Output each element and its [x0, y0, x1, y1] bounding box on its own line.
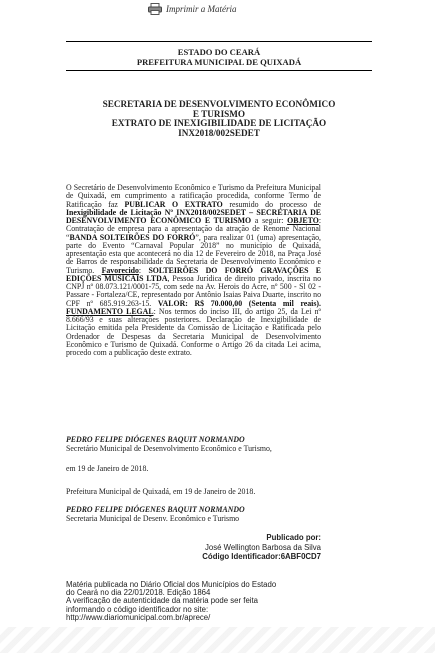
extract-body: [66, 184, 321, 357]
document-title: [63, 100, 375, 138]
signature-block-1: [66, 436, 272, 453]
identifier-code-label: Código Identificador:: [202, 552, 281, 562]
signature-block-2: [66, 506, 245, 523]
header-prefecture: PREFEITURA MUNICIPAL DE QUIXADÁ: [136, 57, 302, 67]
body-text-8: : Nos termos do inciso III, do artigo 25, da Lei nº 8.666/93 e suas alterações posteriores. Declaração de Inexigibilidade de Licitação emitida pela Presidente da Comissão de Licitação e Ratificada pelo Ordenador de Despesas da Secretaria Municipal de Desenvolvimento Econômico e Turismo de Quixadá. Conforme o Artigo 26 da citada Lei acima, procedo com a publicação deste extrato.: [66, 306, 321, 357]
signer-name-1: PEDRO FELIPE DIÓGENES BAQUIT NORMANDO: [66, 435, 245, 444]
body-text-3: a seguir:: [251, 216, 288, 225]
publication-footer: [66, 581, 336, 622]
footer-line-1: Matéria publicada no Diário Oficial dos Municípios do Estado: [66, 580, 277, 589]
date-line-2: Prefeitura Municipal de Quixadá, em 19 de Janeiro de 2018.: [66, 487, 256, 496]
bottom-hatch-decoration: [0, 627, 435, 653]
publish-extract-bold: PUBLICAR O EXTRATO: [124, 199, 223, 209]
print-article-link[interactable]: [148, 1, 237, 17]
footer-line-3: A verificação de autenticidade da matéria pode ser feita: [66, 596, 259, 606]
footer-line-2: do Ceará no dia 22/01/2018. Edição 1864: [66, 588, 211, 598]
favorecido-label: Favorecido: [101, 265, 139, 275]
inexigibility-process-bold: Inexigibilidade de Licitação Nº INX2018/002SEDET – SECRETARIA DE DESENVOLVIMENTO ECONÔMICO E TURISMO: [66, 207, 321, 225]
title-line-1: SECRETARIA DE DESENVOLVIMENTO ECONÔMICO: [102, 99, 336, 109]
header-state: ESTADO DO CEARÁ: [177, 47, 261, 57]
objeto-label: OBJETO: [287, 216, 319, 225]
document-header: [66, 41, 372, 71]
date-line-1: em 19 de Janeiro de 2018.: [66, 464, 149, 473]
body-text-4: : Contratação de empresa para a apresentação da atração de Renome Nacional “: [66, 216, 322, 242]
title-line-3: EXTRATO DE INEXIGIBILIDADE DE LICITAÇÃO: [111, 118, 327, 129]
identifier-code-value: 6ABF0CD7: [280, 552, 321, 562]
band-name: BANDA SOLTEIRÕES DO FORRÓ: [69, 232, 196, 242]
footer-line-4: informando o código identificador no site:: [66, 604, 209, 614]
body-text-6: :: [138, 265, 149, 275]
signer-role-1: Secretário Municipal de Desenvolvimento Econômico e Turismo,: [66, 443, 272, 453]
value-label: VALOR: R$ 70.000,00 (Setenta mil reais).: [157, 298, 321, 308]
body-text-5: ”, para realizar 01 (uma) apresentação, parte do Evento “Carnaval Popular 2018” no município de Quixadá, apresentação esta que acontecerá no dia 12 de Fevereiro de 2018, na Praça José de Barros de responsabilidade da Secretaria de Desenvolvimento Econômico e Turismo.: [66, 232, 321, 275]
signer-role-2: Secretaria Municipal de Desenv. Econômico e Turismo: [66, 513, 240, 523]
printer-icon[interactable]: [148, 3, 162, 15]
body-text-7: , Pessoa Jurídica de direito privado, inscrita no CNPJ nº 08.073.121/0001-75, com sede na Av. Herois do Acre, nº 500 - Sl 02 - Passare - Fortaleza/CE, representado por Antônio Isaias Paiva Duarte, inscrito no CPF nº 685.919.263-15.: [66, 273, 321, 308]
body-text-1: O Secretário de Desenvolvimento Econômico e Turismo da Prefeitura Municipal de Quixadá, em cumprimento a ratificação procedida, conforme Termo de Ratificação faz: [66, 183, 321, 209]
publisher-block: [160, 533, 321, 562]
title-line-2: E TURISMO: [192, 108, 246, 119]
legal-basis-label: FUNDAMENTO LEGAL: [66, 306, 154, 316]
identifier-code: [160, 552, 321, 562]
print-label[interactable]: Imprimir a Matéria: [166, 4, 237, 14]
signer-name-2: PEDRO FELIPE DIÓGENES BAQUIT NORMANDO: [66, 505, 245, 514]
verification-url[interactable]: http://www.diariomunicipal.com.br/aprece/: [66, 612, 211, 622]
company-name: SOLTEIRÕES DO FORRÓ GRAVAÇÕES E EDIÇÕES MUSICAIS LTDA: [66, 265, 322, 283]
title-line-4: INX2018/002SEDET: [178, 127, 260, 138]
body-text-2: resumido do processo de: [222, 199, 322, 209]
published-by-label: Publicado por:: [266, 533, 321, 542]
publisher-name: José Wellington Barbosa da Silva: [204, 542, 321, 552]
